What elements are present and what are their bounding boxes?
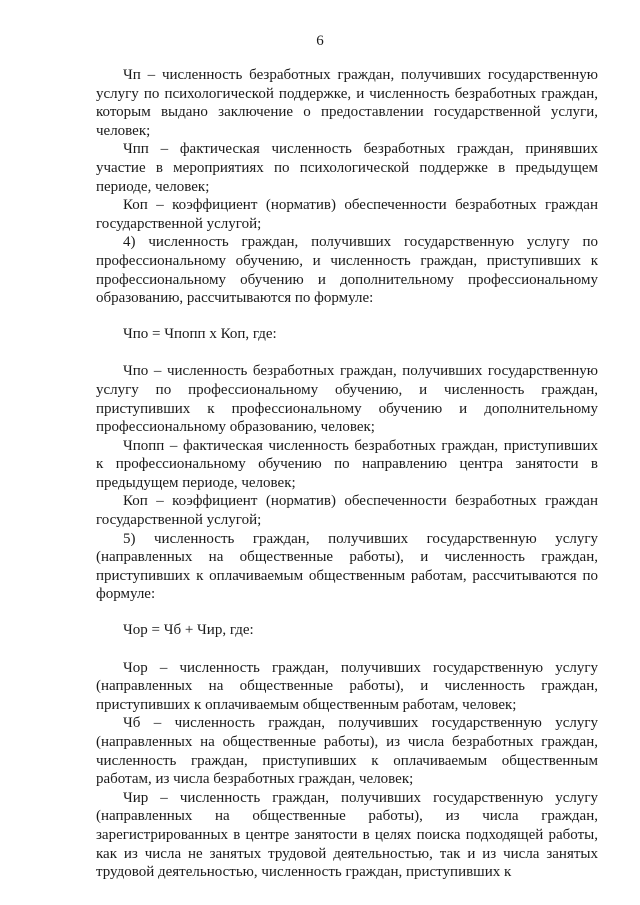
paragraph-chir-definition: Чир – численность граждан, получивших государственную услугу (направленных на общественные работы), из числа граждан, зарегистрированных в центре занятости в целях поиска подходящей работы, как из числа не занятых трудовой деятельностью, так и из числа занятых трудовой деятельностью, численность граждан, приступивших к (96, 789, 598, 881)
paragraph-chpopp-definition: Чпопп – фактическая численность безработных граждан, приступивших к профессиональному обучению по направлению центра занятости в предыдущем периоде, человек; (96, 437, 598, 491)
paragraph-chp-definition: Чп – численность безработных граждан, получивших государственную услугу по психологической поддержке, и численность безработных граждан, которым выдано заключение о предоставлении государственной услуги, человек; (96, 67, 598, 139)
paragraph-chpp-definition: Чпп – фактическая численность безработных граждан, принявших участие в мероприятиях по психологической поддержке в предыдущем периоде, человек; (96, 141, 598, 195)
paragraph-item-4: 4) численность граждан, получивших государственную услугу по профессиональному обучению, и численность граждан, приступивших к профессиональному обучению и дополнительному профессиональному образованию, рассчитываются по формуле: (96, 234, 598, 307)
paragraph-kop-definition-2: Коп – коэффициент (норматив) обеспеченности безработных граждан государственной услугой; (96, 493, 598, 529)
paragraph-item-5: 5) численность граждан, получивших государственную услугу (направленных на общественные работы), и численность граждан, приступивших к оплачиваемым общественным работам, рассчитываются по формуле: (96, 530, 598, 603)
paragraph-chor-definition: Чор – численность граждан, получивших государственную услугу (направленных на общественные работы), и численность граждан, приступивших к оплачиваемым общественным работам, человек; (96, 659, 598, 713)
formula-chor: Чор = Чб + Чир, где: (123, 622, 254, 639)
paragraph-chb-definition: Чб – численность граждан, получивших государственную услугу (направленных на общественные работы), из числа безработных граждан, численность граждан, приступивших к оплачиваемым общественным работам, из числа безработных граждан, человек; (96, 715, 598, 788)
paragraph-kop-definition: Коп – коэффициент (норматив) обеспеченности безработных граждан государственной услугой; (96, 197, 598, 232)
document-body (96, 66, 598, 882)
page-number: 6 (316, 33, 324, 49)
formula-chpo: Чпо = Чпопп х Коп, где: (123, 325, 277, 342)
paragraph-chpo-definition: Чпо – численность безработных граждан, получивших государственную услугу по профессиональному обучению, и численность граждан, приступивших к профессиональному обучению и дополнительному профессиональному образованию, человек; (96, 363, 598, 436)
